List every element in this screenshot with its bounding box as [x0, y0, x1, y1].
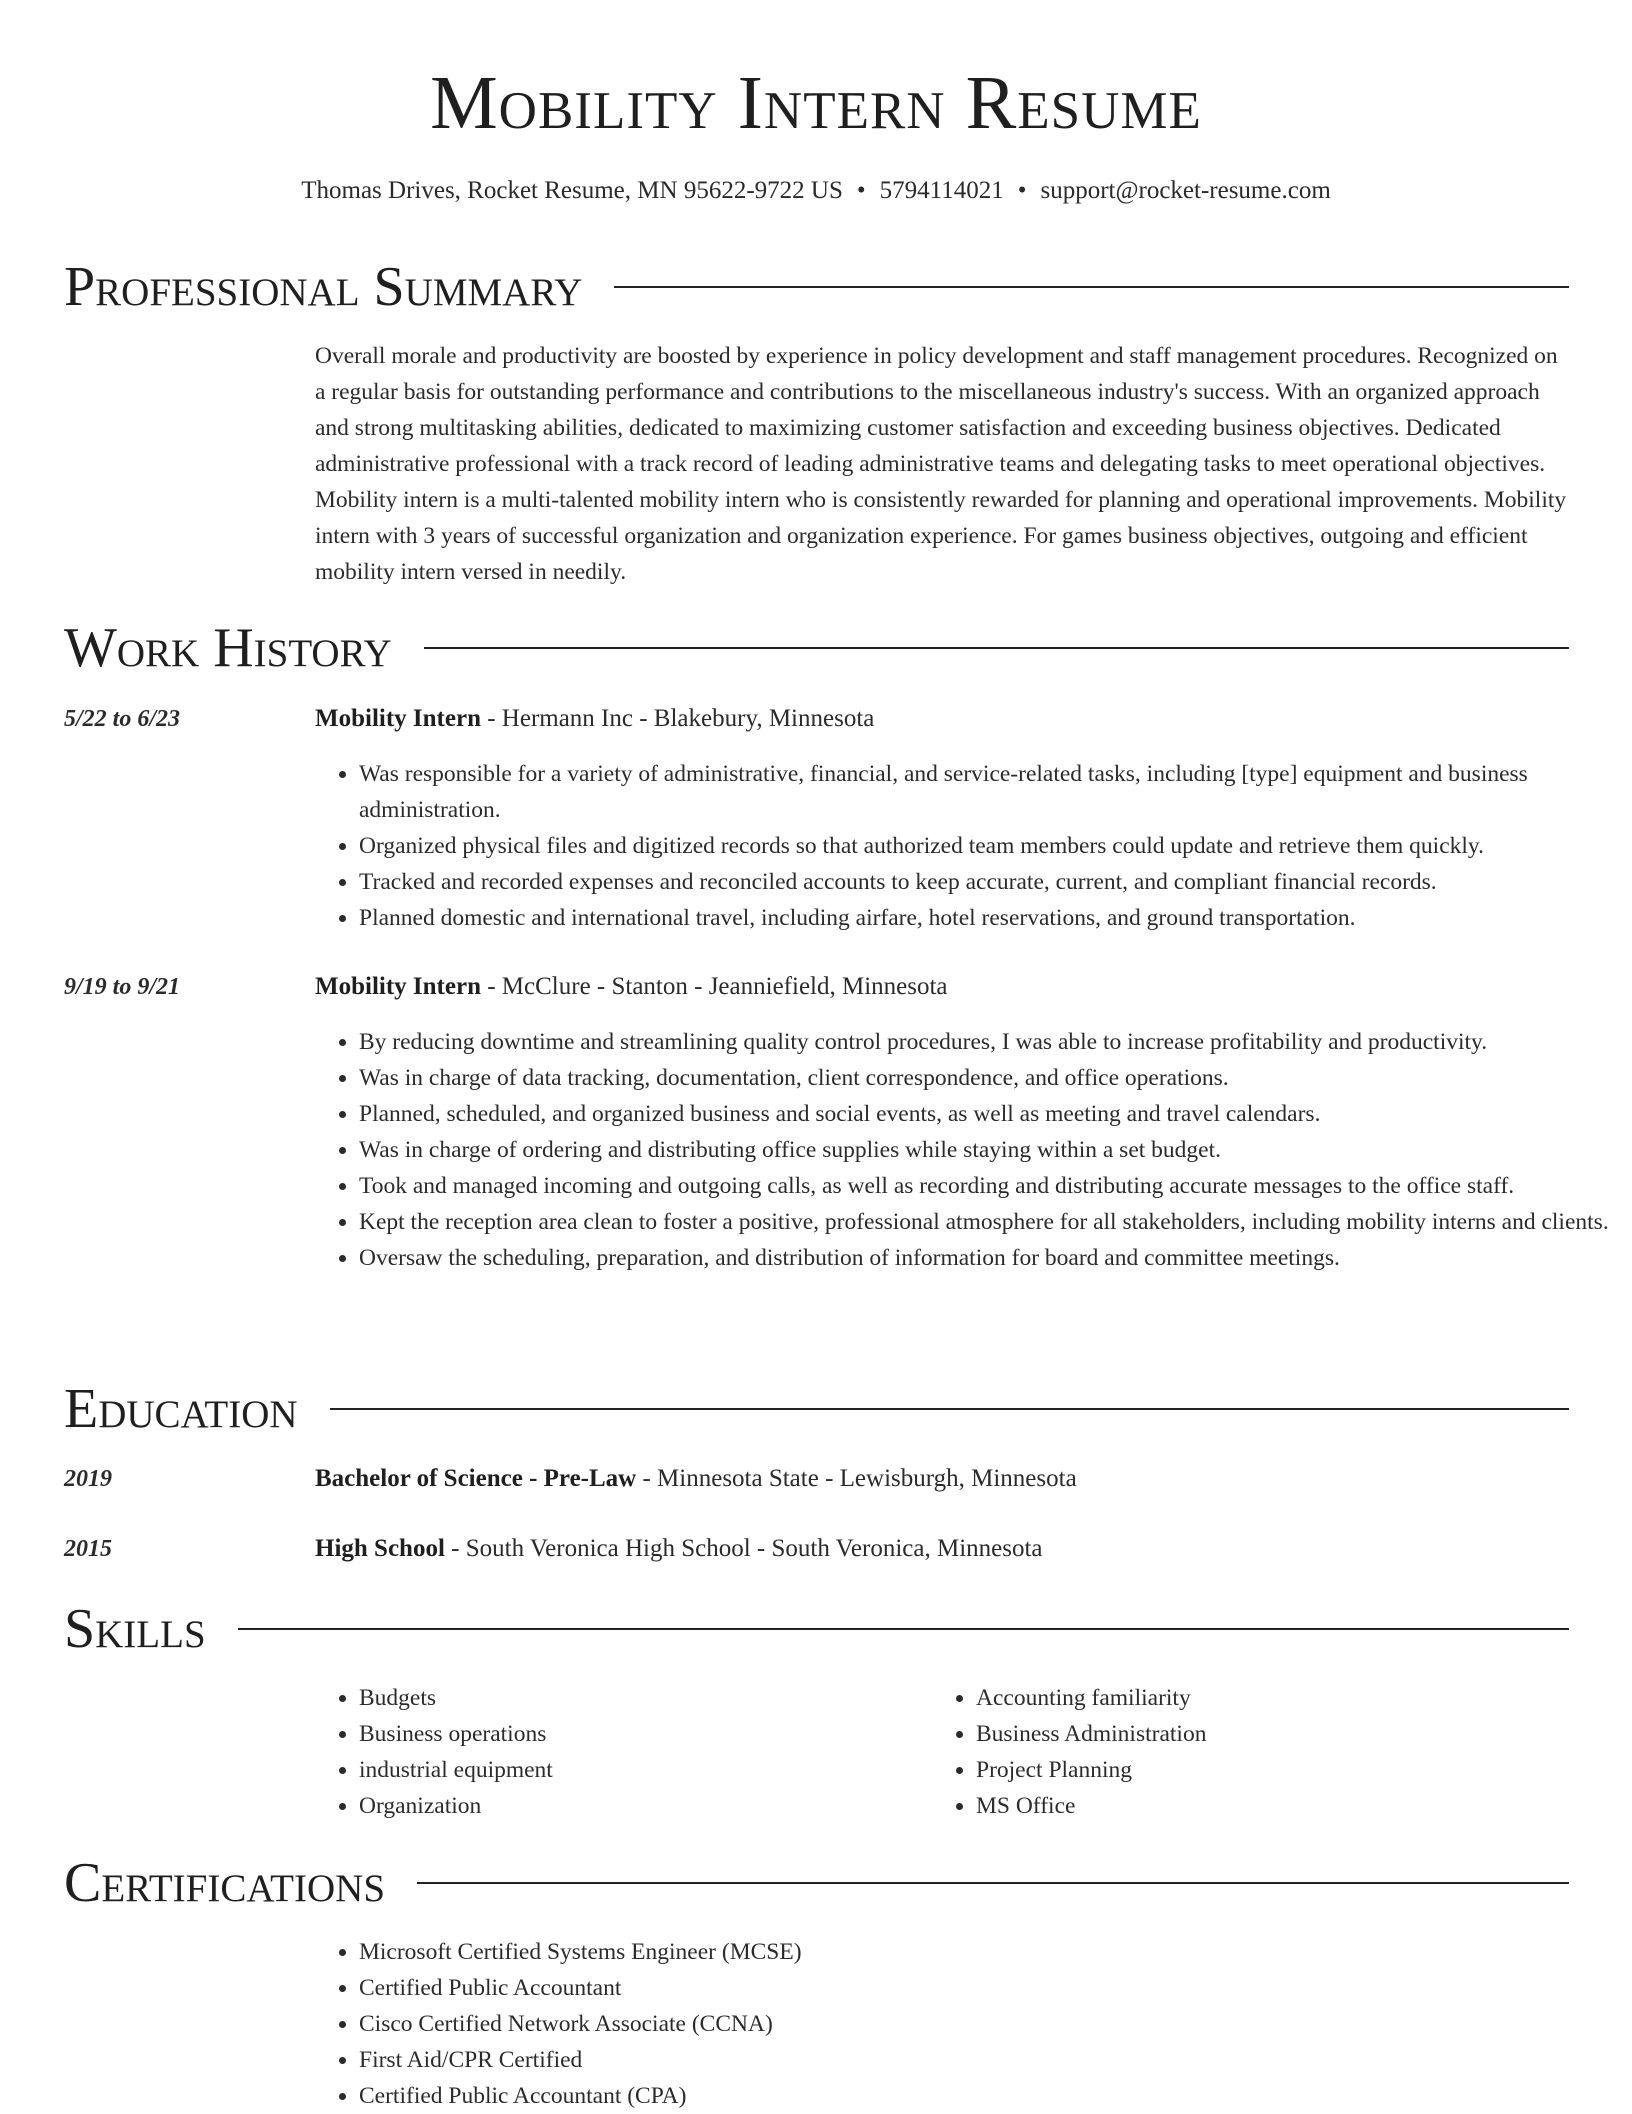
skill-item: • Business Administration: [976, 1716, 1536, 1752]
job-bullet: • Planned domestic and international travel, including airfare, hotel reservations, and ground transportation.: [359, 900, 1615, 936]
skill-item: • Project Planning: [976, 1752, 1536, 1788]
education-year: 2019: [64, 1466, 112, 1492]
certifications-list: [315, 1934, 1615, 2114]
education-degree: High School: [315, 1535, 445, 1562]
education-entry: [315, 1531, 1571, 1567]
certification-item: • First Aid/CPR Certified: [359, 2042, 1615, 2078]
contact-separator: •: [1017, 177, 1027, 204]
education-degree: Bachelor of Science - Pre-Law: [315, 1465, 637, 1492]
job-bullet: • Took and managed incoming and outgoing calls, as well as recording and distributing accurate messages to the office staff.: [359, 1168, 1615, 1204]
job-bullet: • Was in charge of data tracking, documentation, client correspondence, and office operations.: [359, 1060, 1615, 1096]
contact-address: Thomas Drives, Rocket Resume, MN 95622-9722 US: [301, 177, 843, 204]
job-bullet: • By reducing downtime and streamlining quality control procedures, I was able to increase profitability and productivity.: [359, 1024, 1615, 1060]
contact-line: [0, 174, 1632, 208]
work-heading: Work History: [64, 617, 392, 679]
certification-item: • Microsoft Certified Systems Engineer (MCSE): [359, 1934, 1615, 1970]
job-details: - McClure - Stanton - Jeanniefield, Minnesota: [480, 973, 948, 1000]
certifications-section-header: [64, 1851, 1569, 1915]
job-bullet: • Planned, scheduled, and organized business and social events, as well as meeting and travel calendars.: [359, 1096, 1615, 1132]
education-details: - South Veronica High School - South Veronica, Minnesota: [444, 1535, 1043, 1562]
skill-item: • Organization: [359, 1788, 919, 1824]
summary-section-header: [64, 255, 1569, 319]
education-year: 2015: [64, 1536, 112, 1562]
job-bullet: • Was in charge of ordering and distributing office supplies while staying within a set budget.: [359, 1132, 1615, 1168]
job-bullet: • Kept the reception area clean to foster a positive, professional atmosphere for all stakeholders, including mobility interns and clients.: [359, 1204, 1615, 1240]
job-bullets: [315, 1024, 1615, 1276]
skills-section-header: [64, 1597, 1569, 1661]
job-bullet: • Organized physical files and digitized records so that authorized team members could update and retrieve them quickly.: [359, 828, 1615, 864]
job-header: [315, 969, 1571, 1005]
education-entry: [315, 1461, 1571, 1497]
skill-item: • industrial equipment: [359, 1752, 919, 1788]
certification-item: • Certified Public Accountant (CPA): [359, 2078, 1615, 2114]
job-dates: 5/22 to 6/23: [64, 706, 181, 732]
resume-title: Mobility Intern Resume: [430, 61, 1202, 145]
skill-item: • MS Office: [976, 1788, 1536, 1824]
job-bullet: • Was responsible for a variety of administrative, financial, and service-related tasks, including [type] equipment and business administration.: [359, 756, 1615, 828]
education-section-header: [64, 1377, 1569, 1441]
certifications-heading: Certifications: [64, 1852, 386, 1914]
skill-item: • Business operations: [359, 1716, 919, 1752]
section-divider: [614, 286, 1569, 288]
certification-item: • Cisco Certified Network Associate (CCNA): [359, 2006, 1615, 2042]
section-divider: [238, 1628, 1569, 1630]
section-divider: [330, 1408, 1569, 1410]
skills-list-right: [932, 1680, 1536, 1824]
job-role: Mobility Intern: [315, 705, 481, 732]
section-divider: [424, 647, 1569, 649]
education-details: - Minnesota State - Lewisburgh, Minnesota: [636, 1465, 1077, 1492]
contact-phone: 5794114021: [879, 177, 1004, 204]
contact-email: support@rocket-resume.com: [1040, 177, 1331, 204]
skills-heading: Skills: [64, 1598, 206, 1660]
skill-item: • Budgets: [359, 1680, 919, 1716]
education-heading: Education: [64, 1378, 298, 1440]
certification-item: • Certified Public Accountant: [359, 1970, 1615, 2006]
skill-item: • Accounting familiarity: [976, 1680, 1536, 1716]
section-divider: [417, 1882, 1569, 1884]
job-role: Mobility Intern: [315, 973, 481, 1000]
skills-list-left: [315, 1680, 919, 1824]
job-bullet: • Oversaw the scheduling, preparation, and distribution of information for board and committee meetings.: [359, 1240, 1615, 1276]
work-section-header: [64, 616, 1569, 680]
summary-text: Overall morale and productivity are boosted by experience in policy development and staff management procedures. Recognized on a regular basis for outstanding performance and contributions to the miscellaneous industry's success. With an organized approach and strong multitasking abilities, dedicated to maximizing customer satisfaction and exceeding business objectives. Dedicated administrative professional with a track record of leading administrative teams and delegating tasks to meet operational objectives. Mobility intern is a multi-talented mobility intern who is consistently rewarded for planning and operational improvements. Mobility intern with 3 years of successful organization and organization experience. For games business objectives, outgoing and efficient mobility intern versed in needily.: [315, 343, 1567, 585]
job-dates: 9/19 to 9/21: [64, 974, 181, 1000]
job-bullets: [315, 756, 1615, 936]
job-header: [315, 701, 1571, 737]
job-bullet: • Tracked and recorded expenses and reconciled accounts to keep accurate, current, and compliant financial records.: [359, 864, 1615, 900]
contact-separator: •: [856, 177, 866, 204]
summary-heading: Professional Summary: [64, 256, 583, 318]
job-details: - Hermann Inc - Blakebury, Minnesota: [480, 705, 875, 732]
